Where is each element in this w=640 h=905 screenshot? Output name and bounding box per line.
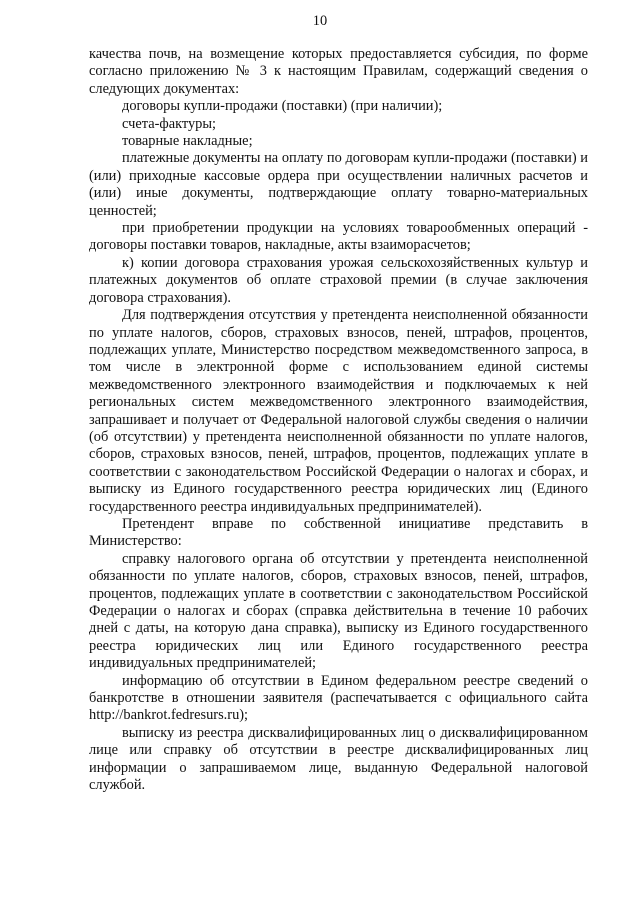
paragraph: информацию об отсутствии в Едином федеральном реестре сведений о банкротстве в отношении заявителя (распечатывается с официального сайта http://bankrot.fedresurs.ru); [89, 672, 588, 724]
paragraph: справку налогового органа об отсутствии у претендента неисполненной обязанности по уплате налогов, сборов, страховых взносов, пеней, штрафов, процентов, подлежащих уплате в соответствии с законодательством Российской Федерации о налогах и сборах (справка действительна в течение 10 рабочих дней с даты, на которую дана справка), выписку из Единого государственного реестра юридических лиц или Единого государственного реестра индивидуальных предпринимателей; [89, 550, 588, 672]
paragraph: выписку из реестра дисквалифицированных лиц о дисквалифицированном лице или справку об отсутствии в реестре дисквалифицированных лиц информации о запрашиваемом лице, выданную Федеральной налоговой службой. [89, 724, 588, 794]
paragraph: качества почв, на возмещение которых предоставляется субсидия, по форме согласно приложению № 3 к настоящим Правилам, содержащий сведения о следующих документах: [89, 46, 588, 97]
paragraph: Претендент вправе по собственной инициативе представить в Министерство: [89, 515, 588, 550]
page-number: 10 [312, 13, 328, 29]
paragraph: счета-фактуры; [122, 115, 217, 132]
paragraph: договоры купли-продажи (поставки) (при наличии); [122, 98, 443, 115]
document-body [89, 46, 588, 794]
paragraph: платежные документы на оплату по договорам купли-продажи (поставки) и (или) приходные кассовые ордера при осуществлении наличных расчетов и (или) иные документы, подтверждающие оплату товарно-материальных ценностей; [89, 150, 588, 219]
paragraph: товарные накладные; [122, 133, 253, 150]
paragraph: к) копии договора страхования урожая сельскохозяйственных культур и платежных документов об оплате страховой премии (в случае заключения договора страхования). [89, 254, 588, 306]
paragraph: при приобретении продукции на условиях товарообменных операций - договоры поставки товаров, накладные, акты взаиморасчетов; [89, 220, 588, 254]
paragraph: Для подтверждения отсутствия у претендента неисполненной обязанности по уплате налогов, сборов, страховых взносов, пеней, штрафов, процентов, подлежащих уплате, Министерство посредством межведомственного запроса, в том числе в электронной форме с использованием единой системы межведомственного электронного взаимодействия и подключаемых к ней региональных систем межведомственного электронного взаимодействия, запрашивает и получает от Федеральной налоговой службы сведения о наличии (об отсутствии) у претендента неисполненной обязанности по уплате налогов, сборов, страховых взносов, пеней, штрафов, процентов, подлежащих уплате в соответствии с законодательством Российской Федерации о налогах и сборах, и выписку из Единого государственного реестра юридических лиц (Единого государственного реестра индивидуальных предпринимателей). [89, 307, 588, 515]
